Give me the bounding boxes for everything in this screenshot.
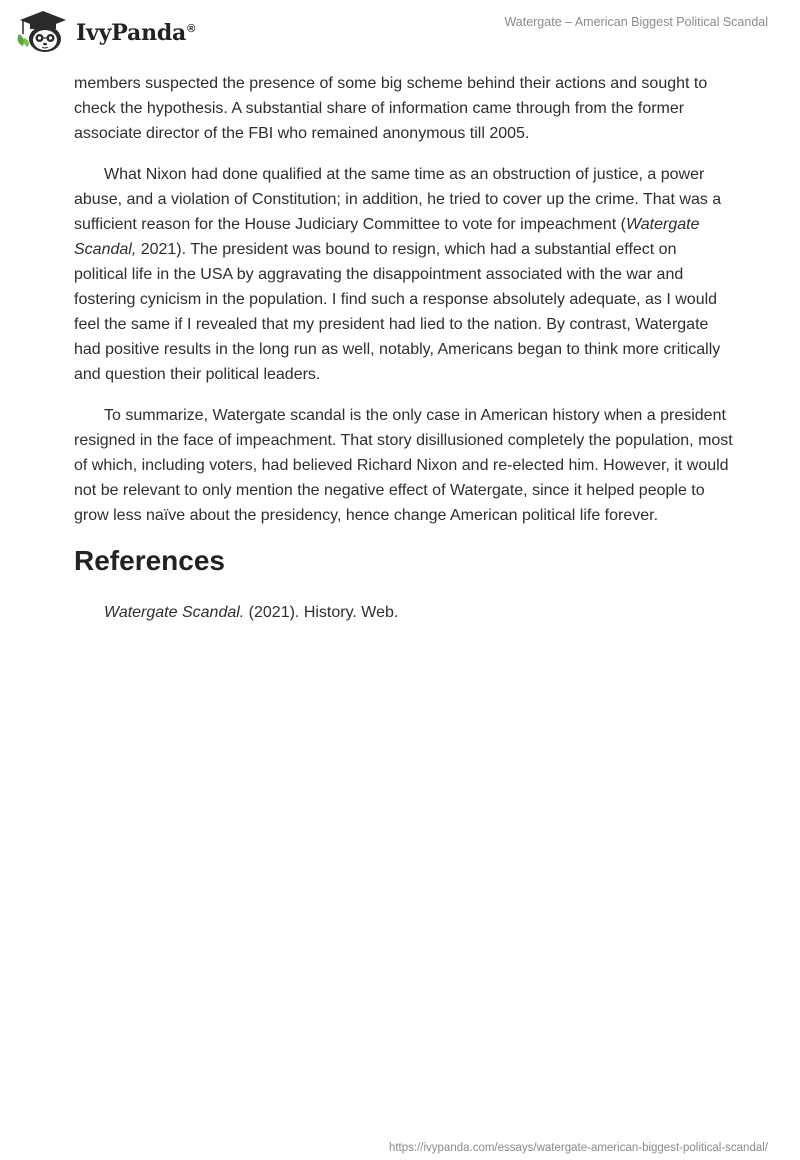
ivypanda-logo[interactable] [14, 8, 195, 54]
reference-details: (2021). History. Web. [244, 604, 399, 621]
paragraph-2-citation: Watergate Scandal, [74, 216, 700, 258]
essay-content [74, 71, 734, 641]
page-header [0, 0, 800, 62]
footer-url[interactable]: https://ivypanda.com/essays/watergate-american-biggest-political-scandal/ [388, 1142, 768, 1154]
reference-entry [74, 600, 734, 625]
reference-title: Watergate Scandal. [104, 604, 245, 621]
paragraph-3: To summarize, Watergate scandal is the only case in American history when a president resigned in the face of impeachment. That story disillusioned completely the population, most of which, including voters, had believed Richard Nixon and re-elected him. However, it would not be relevant to only mention the negative effect of Watergate, since it helped people to grow less naïve about the presidency, hence change American political life forever. [74, 407, 733, 524]
panda-graduate-icon [14, 8, 72, 54]
paragraph-2-text-b: 2021). The president was bound to resign, which had a substantial effect on political life in the USA by aggravating the disappointment associated with the war and fostering cynicism in the population. I find such a response absolutely adequate, as I would feel the same if I revealed that my president had lied to the nation. By contrast, Watergate had positive results in the long run as well, notably, Americans began to think more critically and question their political leaders. [74, 241, 721, 383]
references-heading: References [74, 545, 225, 576]
paragraph-2-text-a: What Nixon had done qualified at the same time as an obstruction of justice, a power abuse, and a violation of Constitution; in addition, he tried to cover up the crime. That was a sufficient reason for the House Judiciary Committee to vote for impeachment ( [74, 166, 722, 233]
document-title: Watergate – American Biggest Political Scandal [504, 15, 768, 29]
brand-name: IvyPanda® [76, 20, 196, 46]
registered-mark: ® [187, 22, 196, 35]
paragraph-1: members suspected the presence of some big scheme behind their actions and sought to check the hypothesis. A substantial share of information came through from the former associate director of the FBI who remained anonymous till 2005. [74, 75, 708, 142]
paragraph-2 [74, 162, 734, 387]
